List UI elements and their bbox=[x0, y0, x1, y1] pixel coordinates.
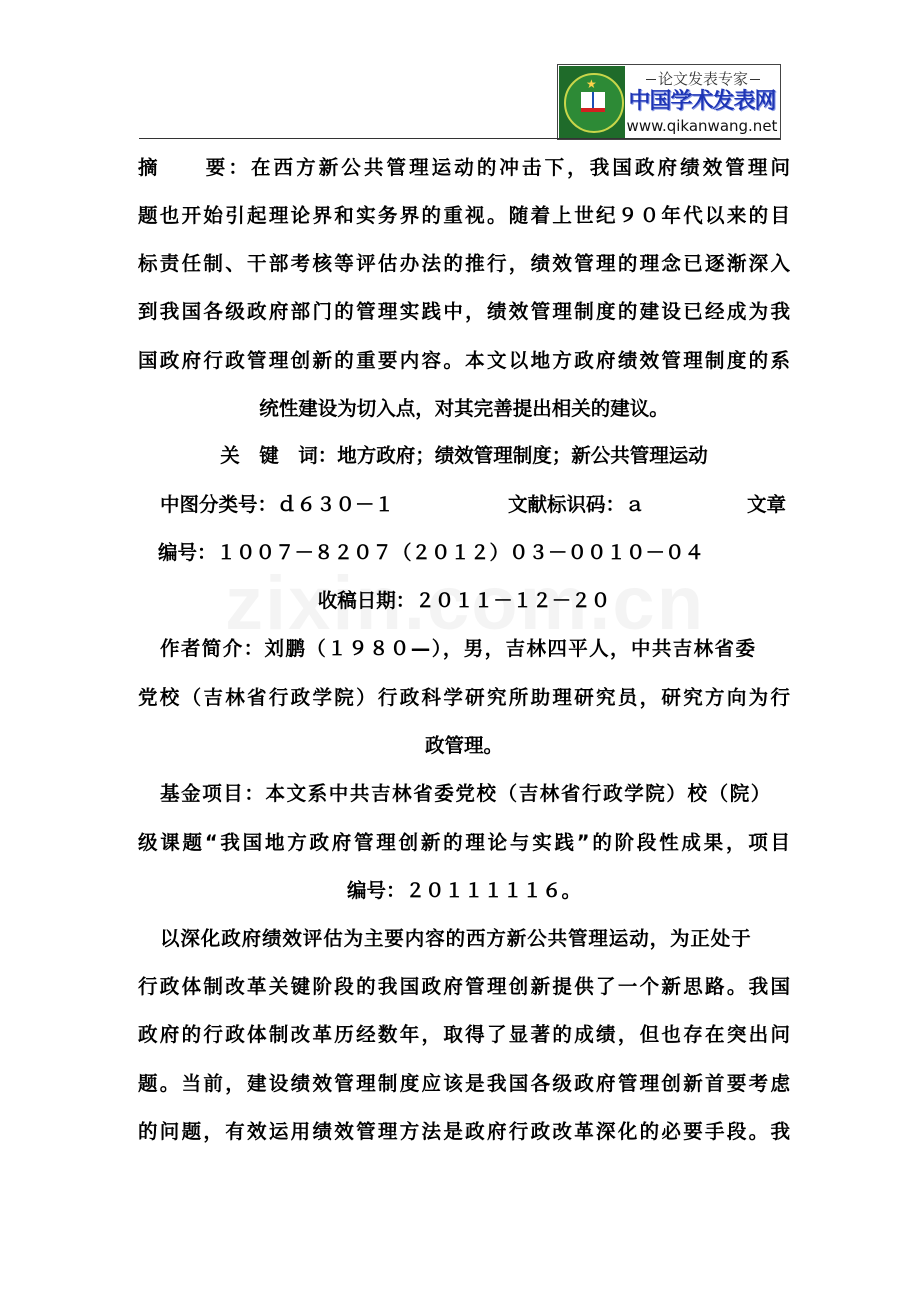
fund-line: 编号：２０１１１１１６。 bbox=[346, 879, 581, 902]
abstract-line: 标责任制、干部考核等评估办法的推行，绩效管理的理念已逐渐深入 bbox=[138, 252, 790, 275]
emblem-icon: ★ bbox=[559, 66, 625, 138]
abstract-line: 摘 要：在西方新公共管理运动的冲击下，我国政府绩效管理问 bbox=[138, 156, 790, 179]
article-number: 编号：１００７－８２０７（２０１２）０３－００１０－０４ bbox=[158, 541, 705, 564]
abstract-line: 到我国各级政府部门的管理实践中，绩效管理制度的建设已经成为我 bbox=[138, 300, 790, 323]
body-line: 以深化政府绩效评估为主要内容的西方新公共管理运动，为正处于 bbox=[160, 927, 752, 950]
article-number-label: 文章 bbox=[747, 493, 787, 516]
header-divider bbox=[139, 138, 780, 139]
abstract-line: 统性建设为切入点，对其完善提出相关的建议。 bbox=[259, 397, 669, 420]
site-logo[interactable] bbox=[557, 64, 781, 140]
fund-line: 级课题“我国地方政府管理创新的理论与实践”的阶段性成果，项目 bbox=[138, 831, 790, 854]
body-line: 行政体制改革关键阶段的我国政府管理创新提供了一个新思路。我国 bbox=[138, 975, 790, 998]
logo-slogan: 论文发表专家 bbox=[630, 68, 776, 89]
author-line: 党校（吉林省行政学院）行政科学研究所助理研究员，研究方向为行 bbox=[138, 686, 790, 709]
body-line: 题。当前，建设绩效管理制度应该是我国各级政府管理创新首要考虑 bbox=[138, 1072, 790, 1095]
book-icon bbox=[581, 92, 605, 112]
document-code: 文献标识码：ａ bbox=[508, 493, 645, 516]
logo-brand: 中国学术发表网 bbox=[628, 89, 776, 114]
abstract-line: 国政府行政管理创新的重要内容。本文以地方政府绩效管理制度的系 bbox=[138, 349, 790, 372]
logo-url[interactable]: www.qikanwang.net bbox=[626, 117, 778, 135]
keywords: 关 键 词：地方政府；绩效管理制度；新公共管理运动 bbox=[220, 444, 708, 467]
abstract-line: 题也开始引起理论界和实务界的重视。随着上世纪９０年代以来的目 bbox=[138, 204, 790, 227]
author-line: 作者简介：刘鹏（１９８０—），男，吉林四平人，中共吉林省委 bbox=[160, 637, 757, 660]
received-date: 收稿日期：２０１１－１２－２０ bbox=[317, 589, 611, 612]
body-line: 的问题，有效运用绩效管理方法是政府行政改革深化的必要手段。我 bbox=[138, 1120, 790, 1143]
body-line: 政府的行政体制改革历经数年，取得了显著的成绩，但也存在突出问 bbox=[138, 1023, 790, 1046]
author-line: 政管理。 bbox=[424, 734, 503, 757]
fund-line: 基金项目：本文系中共吉林省委党校（吉林省行政学院）校（院） bbox=[160, 782, 772, 805]
clc-number: 中图分类号：ｄ６３０－１ bbox=[160, 493, 395, 516]
